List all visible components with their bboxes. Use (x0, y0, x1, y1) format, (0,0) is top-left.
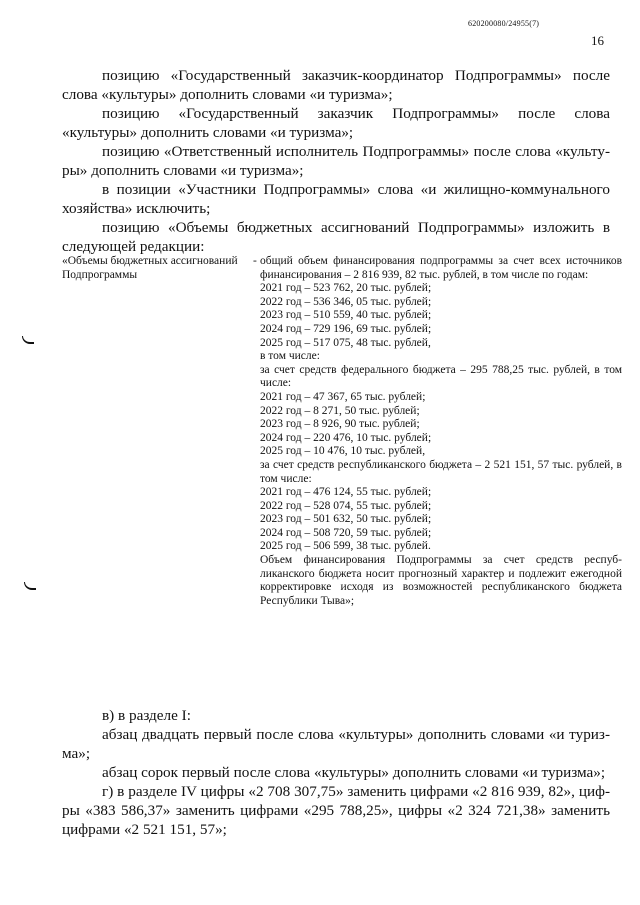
table-label: «Объемы бюджетных ассигнований Подпрограммы (62, 255, 238, 281)
document-code: 620200080/24955(7) (468, 19, 540, 28)
paragraph-3: позицию «Ответственный исполнитель Подпрограммы» после слова «культуры» дополнить словами «и туризма»; (62, 143, 610, 179)
paragraph-5: позицию «Объемы бюджетных ассигнований Подпрограммы» изложить в следующей редакции: (62, 219, 610, 255)
table-line: 2023 год – 8 926, 90 тыс. рублей; (260, 418, 420, 431)
table-line: 2024 год – 508 720, 59 тыс. рублей; (260, 526, 432, 539)
table-line: 2023 год – 501 632, 50 тыс. рублей; (260, 513, 432, 526)
table-line: 2025 год – 10 476, 10 тыс. рублей, (260, 445, 426, 458)
table-line: 2021 год – 476 124, 55 тыс. рублей; (260, 486, 432, 499)
table-dash: - (253, 255, 257, 267)
paragraph-7: абзац двадцать первый после слова «культуры» дополнить словами «и туризма»; (62, 726, 610, 762)
paragraph-1: позицию «Государственный заказчик-координатор Подпрограммы» после слова «культуры» дополнить словами «и туризма»; (62, 67, 610, 103)
margin-mark (24, 582, 36, 590)
paragraph-2: позицию «Государственный заказчик Подпрограммы» после слова «культуры» дополнить словами «и туризма»; (62, 105, 610, 141)
table-line: за счет средств республиканского бюджета – 2 521 151, 57 тыс. рублей, в том числе: (260, 458, 622, 485)
table-line: 2024 год – 220 476, 10 тыс. рублей; (260, 431, 432, 444)
table-line: 2025 год – 517 075, 48 тыс. рублей, (260, 336, 431, 349)
table-line: в том числе: (260, 350, 320, 363)
table-line: 2022 год – 528 074, 55 тыс. рублей; (260, 499, 432, 512)
table-line: 2021 год – 47 367, 65 тыс. рублей; (260, 390, 426, 403)
table-line: Объем финансирования Подпрограммы за счет средств республиканского бюджета носит прогнозный характер и подлежит ежегодной корректировке исходя из возможностей республиканского бюджета Республики Тыва»; (260, 554, 622, 607)
page-number: 16 (591, 33, 604, 48)
paragraph-9: г) в разделе IV цифры «2 708 307,75» заменить цифрами «2 816 939, 82», цифры «383 586,37» заменить цифрами «295 788,25», цифры «2 324 721,38» заменить цифрами «2 521 151, 57»; (62, 783, 610, 838)
table-line: 2022 год – 8 271, 50 тыс. рублей; (260, 404, 420, 417)
table-line: 2025 год – 506 599, 38 тыс. рублей. (260, 540, 431, 553)
table-line: за счет средств федерального бюджета – 295 788,25 тыс. рублей, в том числе: (260, 363, 622, 390)
paragraph-8: абзац сорок первый после слова «культуры» дополнить словами «и туризма»; (102, 764, 606, 781)
margin-mark (22, 336, 34, 344)
table-line: общий объем финансирования подпрограммы за счет всех источников финансирования – 2 816 939, 82 тыс. рублей, в том числе по годам: (260, 255, 622, 281)
table-values (260, 255, 622, 608)
paragraph-4: в позиции «Участники Подпрограммы» слова «и жилищно-коммунального хозяйства» исключить; (62, 181, 610, 217)
paragraph-6: в) в разделе I: (102, 707, 191, 724)
table-line: 2022 год – 536 346, 05 тыс. рублей; (260, 295, 432, 308)
table-line: 2021 год – 523 762, 20 тыс. рублей; (260, 282, 432, 295)
table-line: 2024 год – 729 196, 69 тыс. рублей; (260, 322, 432, 335)
table-line: 2023 год – 510 559, 40 тыс. рублей; (260, 309, 432, 322)
